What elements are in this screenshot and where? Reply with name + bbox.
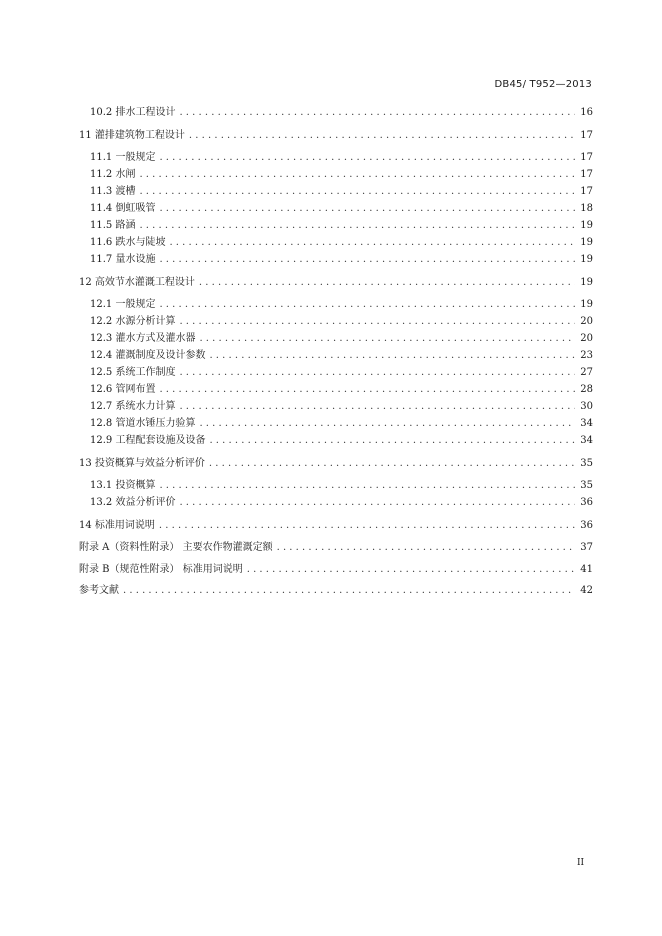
toc-entry-title: 12.6 管网布置	[90, 384, 156, 395]
toc-entry[interactable]	[79, 150, 593, 166]
toc-entry-page: 34	[580, 418, 593, 429]
toc-entry-page: 35	[580, 480, 593, 491]
toc-entry-title: 12.3 灌水方式及灌水器	[90, 333, 196, 344]
document-code: DB45/ T952—2013	[494, 79, 592, 90]
toc-entry-page: 20	[580, 333, 593, 344]
dot-leader	[209, 348, 575, 364]
toc-entry[interactable]	[79, 184, 593, 200]
dot-leader	[159, 297, 575, 313]
dot-leader	[159, 201, 575, 217]
toc-entry[interactable]	[79, 167, 593, 183]
toc-entry[interactable]	[79, 235, 593, 251]
toc-entry-title: 11.3 渡槽	[90, 186, 136, 197]
toc-entry-page: 34	[580, 435, 593, 446]
toc-entry-title: 14 标准用词说明	[79, 520, 155, 531]
toc-entry-title: 11.4 倒虹吸管	[90, 203, 156, 214]
dot-leader	[179, 365, 575, 381]
toc-entry[interactable]	[79, 252, 593, 268]
dot-leader	[159, 382, 575, 398]
toc-entry-title: 12.8 管道水锤压力验算	[90, 418, 196, 429]
dot-leader	[159, 518, 575, 534]
dot-leader	[139, 167, 575, 183]
dot-leader	[179, 105, 575, 121]
dot-leader	[199, 416, 575, 432]
toc-entry[interactable]	[79, 478, 593, 494]
toc-entry[interactable]	[79, 348, 593, 364]
toc-entry[interactable]	[79, 456, 593, 472]
toc-entry-page: 35	[580, 458, 593, 469]
page-number: II	[577, 858, 585, 868]
toc-entry-title: 12.5 系统工作制度	[90, 367, 176, 378]
toc-entry-page: 37	[580, 542, 593, 553]
toc-entry-page: 30	[580, 401, 593, 412]
dot-leader	[209, 456, 575, 472]
toc-entry-title: 11.2 水闸	[90, 169, 136, 180]
toc-entry[interactable]	[79, 201, 593, 217]
toc-entry-page: 27	[580, 367, 593, 378]
toc-entry-title: 附录 B（规范性附录） 标准用词说明	[79, 564, 243, 575]
toc-entry[interactable]	[79, 416, 593, 432]
dot-leader	[159, 252, 575, 268]
toc-entry[interactable]	[79, 540, 593, 556]
toc-entry-title: 11.1 一般规定	[90, 152, 156, 163]
toc-entry-page: 17	[580, 130, 593, 141]
toc-entry[interactable]	[79, 297, 593, 313]
toc-entry[interactable]	[79, 128, 593, 144]
dot-leader	[179, 495, 575, 511]
toc-entry-page: 41	[580, 564, 593, 575]
toc-entry-title: 12.1 一般规定	[90, 299, 156, 310]
toc-entry[interactable]	[79, 275, 593, 291]
toc-entry-title: 12.7 系统水力计算	[90, 401, 176, 412]
toc-entry[interactable]	[79, 433, 593, 449]
dot-leader	[247, 562, 575, 578]
dot-leader	[169, 235, 575, 251]
toc-entry-page: 19	[580, 237, 593, 248]
toc-entry-title: 12.9 工程配套设施及设备	[90, 435, 206, 446]
toc-entry-page: 18	[580, 203, 593, 214]
toc-entry[interactable]	[79, 365, 593, 381]
toc-entry[interactable]	[79, 495, 593, 511]
toc-entry-title: 11.6 跌水与陡坡	[90, 237, 166, 248]
toc-entry[interactable]	[79, 331, 593, 347]
toc-entry-title: 参考文献	[79, 585, 119, 596]
dot-leader	[209, 433, 575, 449]
dot-leader	[123, 583, 575, 599]
toc-entry-page: 20	[580, 316, 593, 327]
dot-leader	[159, 150, 575, 166]
dot-leader	[189, 128, 575, 144]
toc-entry[interactable]	[79, 562, 593, 578]
toc-entry-page: 17	[580, 152, 593, 163]
toc-entry-page: 36	[580, 497, 593, 508]
toc-entry-page: 19	[580, 299, 593, 310]
toc-entry-title: 附录 A（资料性附录） 主要农作物灌溉定额	[79, 542, 273, 553]
toc-entry-page: 19	[580, 254, 593, 265]
toc-entry-page: 17	[580, 169, 593, 180]
toc-entry-page: 36	[580, 520, 593, 531]
toc-entry-page: 17	[580, 186, 593, 197]
toc-entry[interactable]	[79, 583, 593, 599]
dot-leader	[179, 314, 575, 330]
toc-entry[interactable]	[79, 218, 593, 234]
toc-entry-page: 16	[580, 107, 593, 118]
toc-entry-page: 42	[580, 585, 593, 596]
dot-leader	[139, 218, 575, 234]
dot-leader	[179, 399, 575, 415]
toc-entry[interactable]	[79, 382, 593, 398]
toc-entry-page: 19	[580, 277, 593, 288]
dot-leader	[199, 331, 575, 347]
toc-entry[interactable]	[79, 399, 593, 415]
toc-entry-title: 11.7 量水设施	[90, 254, 156, 265]
toc-entry-page: 28	[580, 384, 593, 395]
toc-entry-title: 10.2 排水工程设计	[90, 107, 176, 118]
toc-entry-title: 11 灌排建筑物工程设计	[79, 130, 185, 141]
dot-leader	[277, 540, 575, 556]
toc-entry-title: 13.1 投资概算	[90, 480, 156, 491]
toc-entry-title: 13 投资概算与效益分析评价	[79, 458, 205, 469]
toc-entry-title: 12.2 水源分析计算	[90, 316, 176, 327]
toc-entry[interactable]	[79, 314, 593, 330]
toc-entry-title: 13.2 效益分析评价	[90, 497, 176, 508]
toc-entry-title: 12.4 灌溉制度及设计参数	[90, 350, 206, 361]
dot-leader	[139, 184, 575, 200]
toc-entry-title: 12 高效节水灌溉工程设计	[79, 277, 195, 288]
toc-entry-title: 11.5 路涵	[90, 220, 136, 231]
toc-entry[interactable]	[79, 105, 593, 121]
dot-leader	[199, 275, 575, 291]
toc-entry[interactable]	[79, 518, 593, 534]
toc-entry-page: 19	[580, 220, 593, 231]
dot-leader	[159, 478, 575, 494]
toc-entry-page: 23	[580, 350, 593, 361]
